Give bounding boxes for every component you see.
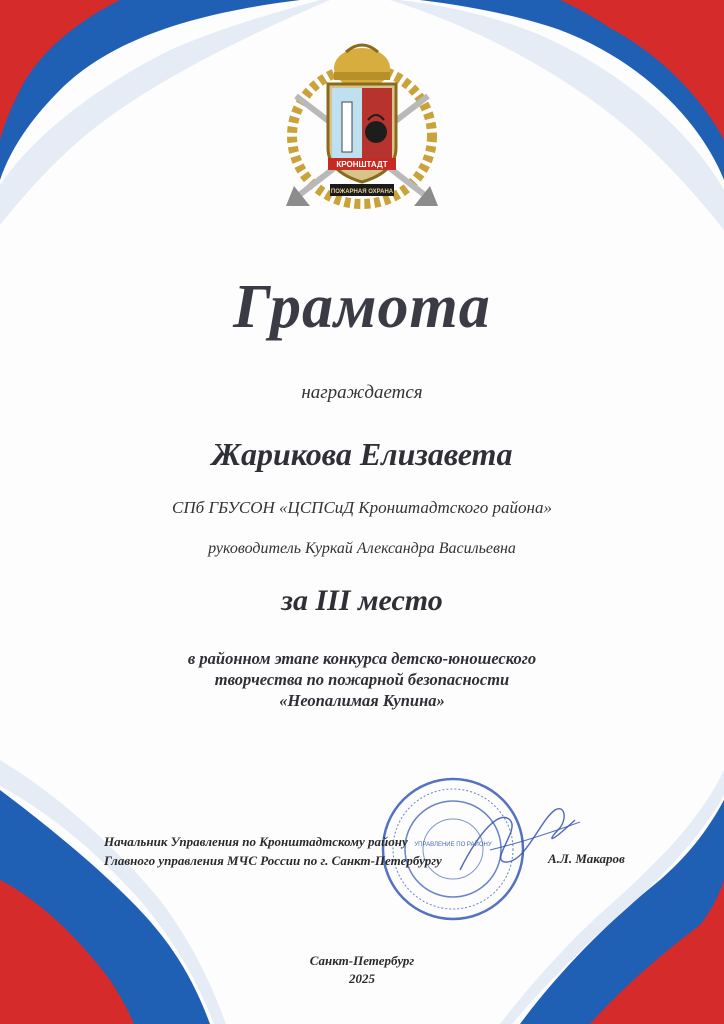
signatory-name: А.Л. Макаров <box>548 851 625 866</box>
organization-name: СПб ГБУСОН «ЦСПСиД Кронштадтского района» <box>172 498 552 517</box>
emblem-banner-text: КРОНШТАДТ <box>336 160 388 169</box>
signatory-position-line: Начальник Управления по Кронштадтскому району <box>104 834 408 849</box>
awarded-label: награждается <box>301 382 423 403</box>
handwritten-signature <box>450 790 590 890</box>
fire-department-emblem <box>276 36 448 216</box>
stamp-center-text: УПРАВЛЕНИЕ ПО РАЙОНУ <box>414 842 492 848</box>
contest-line: «Неопалимая Купина» <box>279 691 445 710</box>
fire-helmet-icon <box>334 45 390 88</box>
place-awarded: за III место <box>281 584 443 617</box>
signatory-position <box>104 832 442 870</box>
certificate-title: Грамота <box>233 273 491 341</box>
footer-city: Санкт-Петербург <box>309 953 415 968</box>
contest-line: творчества по пожарной безопасности <box>214 670 510 689</box>
emblem-bottom-text: ПОЖАРНАЯ ОХРАНА <box>330 189 394 195</box>
recipient-name: Жарикова Елизавета <box>211 436 513 472</box>
leader-name: руководитель Куркай Александра Васильевна <box>208 540 516 557</box>
footer-location-date <box>0 952 724 988</box>
contest-line: в районном этапе конкурса детско-юношеского <box>187 649 537 668</box>
contest-description <box>0 648 724 711</box>
footer-year: 2025 <box>349 971 375 986</box>
signatory-position-line: Главного управления МЧС России по г. Санкт-Петербургу <box>104 853 442 868</box>
